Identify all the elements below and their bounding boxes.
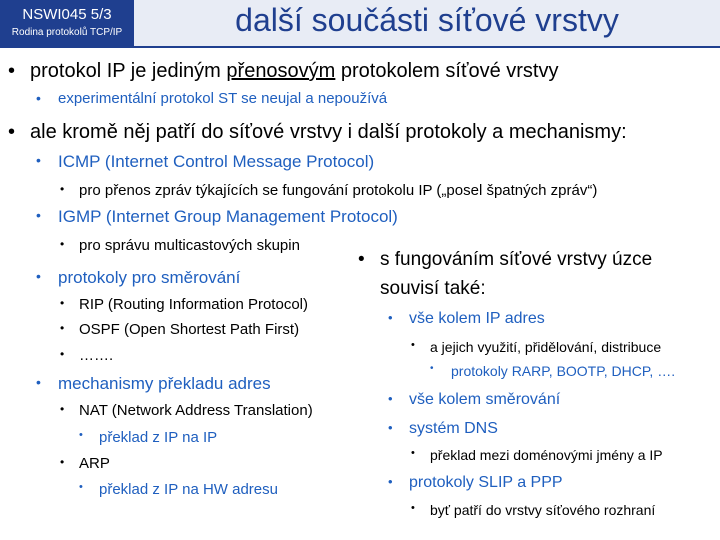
bullet-icon: • (388, 391, 393, 406)
bullet-icon: • (430, 363, 434, 374)
bullet-icon: • (79, 481, 83, 493)
bullet-icon: • (388, 310, 393, 325)
bullet-text: protokolem síťové vrstvy (335, 60, 559, 82)
item-routing: protokoly pro směrování (58, 268, 241, 287)
bullet-icon: • (36, 374, 41, 390)
underlined-word: přenosovým (226, 60, 336, 82)
bullet-icon: • (60, 296, 65, 310)
bullet-icon: • (36, 152, 41, 168)
slide-title: další součásti síťové vrstvy (235, 2, 619, 38)
item-arp: ARP (79, 455, 110, 472)
item-slip-desc: byť patří do vrstvy síťového rozhraní (430, 502, 656, 518)
item-arp-desc: překlad z IP na HW adresu (99, 481, 278, 498)
bullet-icon: • (36, 207, 41, 223)
item-ip-protocols: protokoly RARP, BOOTP, DHCP, …. (451, 363, 676, 379)
course-badge (0, 0, 134, 46)
right-heading-line2: souvisí také: (380, 278, 486, 299)
item-igmp: IGMP (Internet Group Management Protocol) (58, 207, 398, 226)
right-heading-line1: s fungováním síťové vrstvy úzce (380, 249, 653, 270)
bullet-icon: • (60, 237, 65, 251)
bullet-icon: • (60, 347, 65, 361)
item-routing-related: vše kolem směrování (409, 391, 561, 408)
bullet-icon: • (358, 249, 365, 270)
bullet-icon: • (79, 429, 83, 441)
slide-header (0, 0, 720, 46)
item-dns-desc: překlad mezi doménovými jmény a IP (430, 447, 663, 463)
bullet-icon: • (36, 268, 41, 284)
bullet-text: protokol IP je jediným (30, 60, 227, 82)
bullet-icon: • (36, 90, 41, 106)
item-ospf: OSPF (Open Shortest Path First) (79, 321, 300, 338)
item-nat-mechanisms: mechanismy překladu adres (58, 374, 271, 393)
bullet-icon: • (388, 474, 393, 489)
bullet-icon: • (60, 455, 65, 469)
bullet-icon: • (60, 321, 65, 335)
item-dots: ……. (79, 347, 114, 364)
item-slip-ppp: protokoly SLIP a PPP (409, 474, 563, 491)
bullet-st: experimentální protokol ST se neujal a nepoužívá (58, 90, 388, 107)
bullet-icon: • (411, 502, 415, 514)
item-ip-addresses: vše kolem IP adres (409, 310, 545, 327)
bullet-ip-only (30, 60, 558, 83)
bullet-icon: • (60, 182, 65, 196)
bullet-other-protocols: ale kromě něj patří do síťové vrstvy i další protokoly a mechanismy: (30, 121, 627, 143)
bullet-icon: • (411, 447, 415, 459)
course-subtitle: Rodina protokolů TCP/IP (11, 27, 123, 38)
item-rip: RIP (Routing Information Protocol) (79, 296, 308, 313)
item-igmp-desc: pro správu multicastových skupin (79, 237, 300, 254)
bullet-icon: • (388, 420, 393, 435)
course-code: NSWI045 5/3 (22, 6, 112, 23)
item-nat-desc: překlad z IP na IP (99, 429, 218, 446)
bullet-icon: • (60, 402, 65, 416)
item-icmp: ICMP (Internet Control Message Protocol) (58, 152, 375, 171)
item-nat: NAT (Network Address Translation) (79, 402, 313, 419)
bullet-icon: • (411, 339, 415, 351)
item-dns: systém DNS (409, 420, 498, 437)
bullet-icon: • (8, 121, 16, 143)
item-icmp-desc: pro přenos zpráv týkajících se fungování protokolu IP („posel špatných zpráv“) (79, 182, 598, 199)
item-ip-desc: a jejich využití, přidělování, distribuce (430, 339, 662, 355)
header-divider (0, 46, 720, 48)
bullet-icon: • (8, 60, 16, 82)
